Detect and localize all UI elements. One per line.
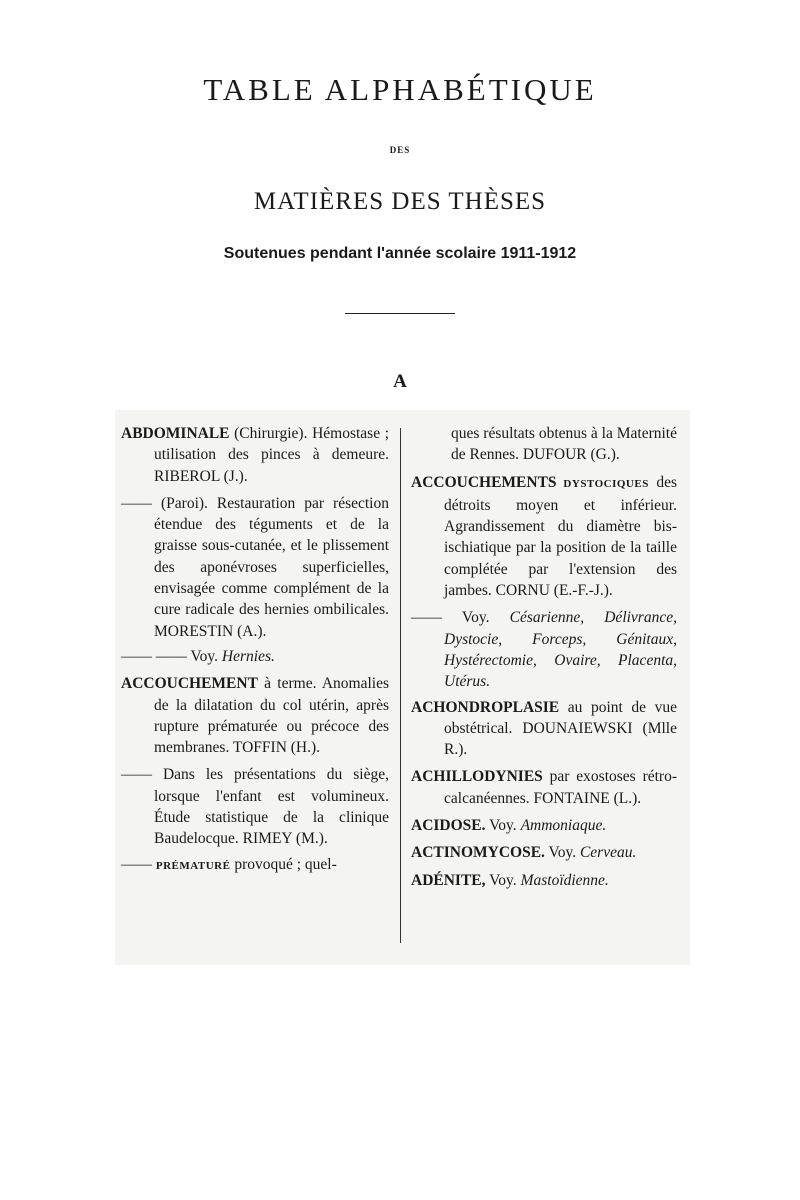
entry-heading: ACIDOSE. — [411, 817, 486, 835]
left-column — [121, 423, 389, 881]
entry-heading: ACCOUCHEMENTS — [411, 473, 557, 491]
entry-dash: —— — [121, 855, 156, 873]
index-entry-paroi-see-also — [121, 646, 389, 667]
entry-text: Dans les présentations du siège, lorsque l'enfant est volumineux. Étude statistique de la clinique Baudelocque. RIMEY (M.). — [154, 766, 389, 848]
cross-reference: Ammoniaque. — [520, 817, 607, 835]
page-subtitle: MATIÈRES DES THÈSES — [253, 188, 547, 215]
page-title: TABLE ALPHABÉTIQUE — [203, 72, 597, 107]
entry-dash: —— Voy. — [411, 609, 510, 627]
entry-text: Voy. — [544, 844, 580, 862]
title-rule — [345, 313, 455, 314]
index-entry-adenite — [411, 870, 677, 891]
entry-text: (Chirurgie). Hémostase ; utilisation des pinces à demeure. RIBEROL (J.). — [154, 425, 389, 485]
entry-text: des détroits moyen et inférieur. Agrandissement du diamètre bis-ischiatique par la position de la taille complétée par l'extension des jambes. CORNU (E.-F.-J.). — [444, 473, 677, 600]
cross-reference: Cerveau. — [579, 844, 637, 862]
index-entry-accouchements-see-also — [411, 607, 677, 692]
index-entry-premature — [121, 854, 389, 877]
index-entry-continuation — [411, 423, 677, 466]
index-entry-accouchements-dystociques — [411, 472, 677, 602]
right-column — [411, 423, 677, 897]
entry-text: (Paroi). Restauration par résection étendue des téguments et de la graisse sous-cutanée, et le plissement des aponévroses superficielles, envisagée comme complément de la cure radicale des hernies ombilicales. MORESTIN (A.). — [154, 494, 389, 640]
index-entry-accouchement — [121, 673, 389, 758]
cross-reference: Césarienne, Délivrance, Dystocie, Forceps, Génitaux, Hystérectomie, Ovaire, Placenta, Utérus. — [444, 609, 677, 691]
index-entry-achillodynies — [411, 766, 677, 809]
entry-heading: ACHONDROPLASIE — [411, 698, 560, 716]
entry-text: provoqué ; quel- — [230, 855, 337, 873]
entry-text: ques résultats obtenus à la Maternité de Rennes. DUFOUR (G.). — [451, 425, 677, 464]
entry-text: par exostoses rétro-calcanéennes. FONTAINE (L.). — [444, 768, 677, 807]
section-letter: A — [393, 371, 407, 392]
title-connector: DES — [389, 145, 411, 155]
entry-text: Voy. — [485, 817, 521, 835]
column-divider — [400, 428, 401, 943]
entry-dash: —— — [121, 494, 161, 512]
entry-text: Voy. — [485, 871, 521, 889]
entry-heading: ADÉNITE, — [411, 871, 486, 889]
cross-reference: Mastoïdienne. — [520, 871, 609, 889]
entry-heading: ACCOUCHEMENT — [121, 675, 258, 693]
index-entry-acidose — [411, 815, 677, 836]
entry-text: au point de vue obstétrical. DOUNAIEWSKI (Mlle R.). — [444, 698, 677, 759]
cross-reference: Hernies. — [221, 647, 275, 665]
index-entry-paroi — [121, 493, 389, 642]
index-entry-presentation-siege — [121, 764, 389, 849]
entry-dash: —— — [121, 766, 163, 784]
entry-small-caps: DYSTOCIQUES — [556, 477, 649, 490]
entry-small-caps: PRÉMATURÉ — [155, 859, 231, 872]
academic-year-line: Soutenues pendant l'année scolaire 1911-1912 — [223, 245, 577, 262]
entry-heading: ACTINOMYCOSE. — [411, 844, 545, 862]
entry-dash: —— —— Voy. — [121, 647, 222, 665]
entry-text: à terme. Anomalies de la dilatation du col utérin, après rupture prématurée ou précoce des membranes. TOFFIN (H.). — [154, 675, 389, 757]
index-entry-actinomycose — [411, 842, 677, 863]
index-entry-achondroplasie — [411, 697, 677, 761]
entry-heading: ABDOMINALE — [121, 425, 230, 442]
index-entry-abdominale — [121, 423, 389, 487]
entry-heading: ACHILLODYNIES — [411, 768, 543, 786]
